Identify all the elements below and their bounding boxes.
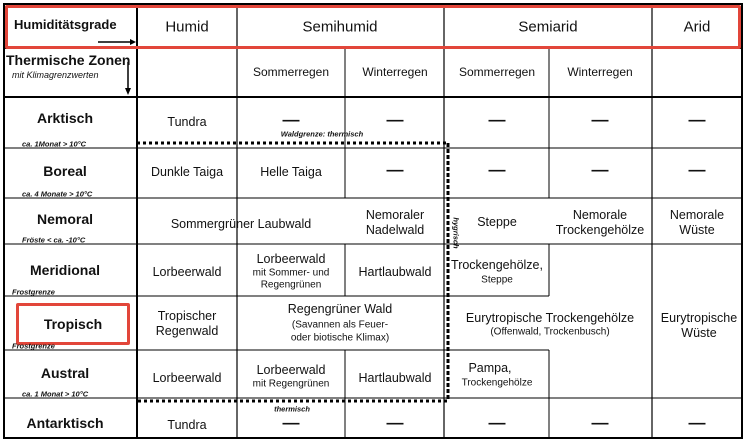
cell-meridional-troc-1: Trockengehölze, [451, 257, 543, 272]
col-semiarid: Semiarid [518, 18, 578, 36]
cell-arktisch-humid: Tundra [167, 114, 207, 129]
zone-tropisch: Tropisch [43, 315, 103, 332]
zone-nemoral: Nemoral [36, 210, 94, 227]
cell-arktisch-sa-winter: — [591, 110, 609, 130]
col-semihumid: Semihumid [302, 18, 378, 36]
col-arid: Arid [683, 18, 711, 36]
cell-nemoral-sommergruen: Sommergrüner Laubwald [170, 216, 312, 231]
cell-arktisch-sa-sommer: — [488, 110, 506, 130]
cell-boreal-sa-winter: — [591, 160, 609, 180]
cell-arktisch-sh-sommer: — [282, 110, 300, 130]
cell-nemoral-nadelwald-2: Nadelwald [365, 222, 425, 237]
boundary-frostgrenze-top: Frostgrenze [12, 287, 55, 297]
boundary-4monate: ca. 4 Monate > 10°C [22, 189, 93, 199]
cell-austral-hartlaub: Hartlaubwald [358, 370, 432, 385]
boundary-1monat: ca. 1Monat > 10°C [22, 139, 87, 149]
cell-meridional-humid: Lorbeerwald [152, 264, 222, 279]
cell-meridional-lorbeer-1: Lorbeerwald [256, 251, 326, 266]
zone-arktisch: Arktisch [36, 109, 94, 126]
cell-antarktisch-humid: Tundra [167, 417, 207, 432]
winterregen-1: Winterregen [362, 65, 428, 80]
boundary-froeste: Fröste < ca. -10°C [22, 235, 86, 245]
cell-tropisch-eury-wueste-2: Wüste [681, 325, 717, 340]
hygrisch-label: hygrisch [451, 217, 461, 249]
cell-boreal-humid: Dunkle Taiga [150, 164, 224, 179]
cell-nemoral-wueste-1: Nemorale [669, 207, 725, 222]
cell-austral-lorbeer-2: mit Regengrünen [252, 378, 330, 390]
col-humid: Humid [165, 18, 209, 36]
cell-antarktisch-sh-winter: — [386, 413, 404, 433]
cell-tropisch-eury-troc-1: Eurytropische Trockengehölze [465, 310, 635, 325]
cell-antarktisch-sa-winter: — [591, 413, 609, 433]
cell-antarktisch-sh-sommer: — [282, 413, 300, 433]
cell-austral-humid: Lorbeerwald [152, 370, 222, 385]
cell-arktisch-sh-winter: — [386, 110, 404, 130]
cell-tropisch-humid-2: Regenwald [155, 323, 219, 338]
cell-boreal-sh-sommer: Helle Taiga [260, 164, 322, 179]
cell-austral-pampa-2: Trockengehölze [461, 377, 533, 389]
cell-meridional-troc-2: Steppe [481, 274, 513, 286]
boundary-1monat-bottom: ca. 1 Monat > 10°C [22, 389, 89, 399]
thermische-zonen-label: Thermische Zonen [6, 52, 131, 68]
cell-tropisch-regengruen-2: (Savannen als Feuer- [291, 319, 389, 331]
cell-arktisch-arid: — [688, 110, 706, 130]
cell-nemoral-wueste-2: Wüste [679, 222, 715, 237]
zone-antarktisch: Antarktisch [26, 414, 104, 431]
sommerregen-2: Sommerregen [458, 65, 536, 80]
cell-boreal-arid: — [688, 160, 706, 180]
zone-meridional: Meridional [29, 261, 101, 278]
cell-nemoral-nadelwald-1: Nemoraler [365, 207, 425, 222]
cell-nemoral-troc-2: Trockengehölze [555, 222, 645, 237]
zone-boreal: Boreal [43, 162, 87, 179]
cell-austral-pampa-1: Pampa, [468, 360, 512, 375]
thermische-zonen-sublabel: mit Klimagrenzwerten [12, 70, 99, 80]
cell-nemoral-troc-1: Nemorale [572, 207, 628, 222]
zone-austral: Austral [40, 364, 90, 381]
cell-meridional-hartlaub: Hartlaubwald [358, 264, 432, 279]
boundary-frostgrenze-bottom: Frostgrenze [12, 341, 55, 351]
cell-antarktisch-arid: — [688, 413, 706, 433]
thermisch-label: thermisch [274, 404, 310, 414]
cell-tropisch-eury-wueste-1: Eurytropische [660, 310, 738, 325]
cell-boreal-sh-winter: — [386, 160, 404, 180]
winterregen-2: Winterregen [567, 65, 633, 80]
sommerregen-1: Sommerregen [252, 65, 330, 80]
cell-austral-lorbeer-1: Lorbeerwald [256, 362, 326, 377]
cell-tropisch-humid-1: Tropischer [157, 308, 217, 323]
cell-meridional-lorbeer-3: Regengrünen [260, 279, 322, 291]
cell-tropisch-regengruen-3: oder biotische Klimax) [290, 332, 390, 344]
cell-tropisch-regengruen-1: Regengrüner Wald [287, 301, 393, 316]
cell-boreal-sa-sommer: — [488, 160, 506, 180]
humiditaetsgrade-label: Humiditätsgrade [14, 17, 117, 32]
cell-tropisch-eury-troc-2: (Offenwald, Trockenbusch) [490, 326, 610, 338]
cell-meridional-lorbeer-2: mit Sommer- und [252, 267, 330, 279]
waldgrenze-label: Waldgrenze: thermisch [280, 129, 364, 139]
cell-nemoral-steppe: Steppe [477, 214, 517, 229]
cell-antarktisch-sa-sommer: — [488, 413, 506, 433]
